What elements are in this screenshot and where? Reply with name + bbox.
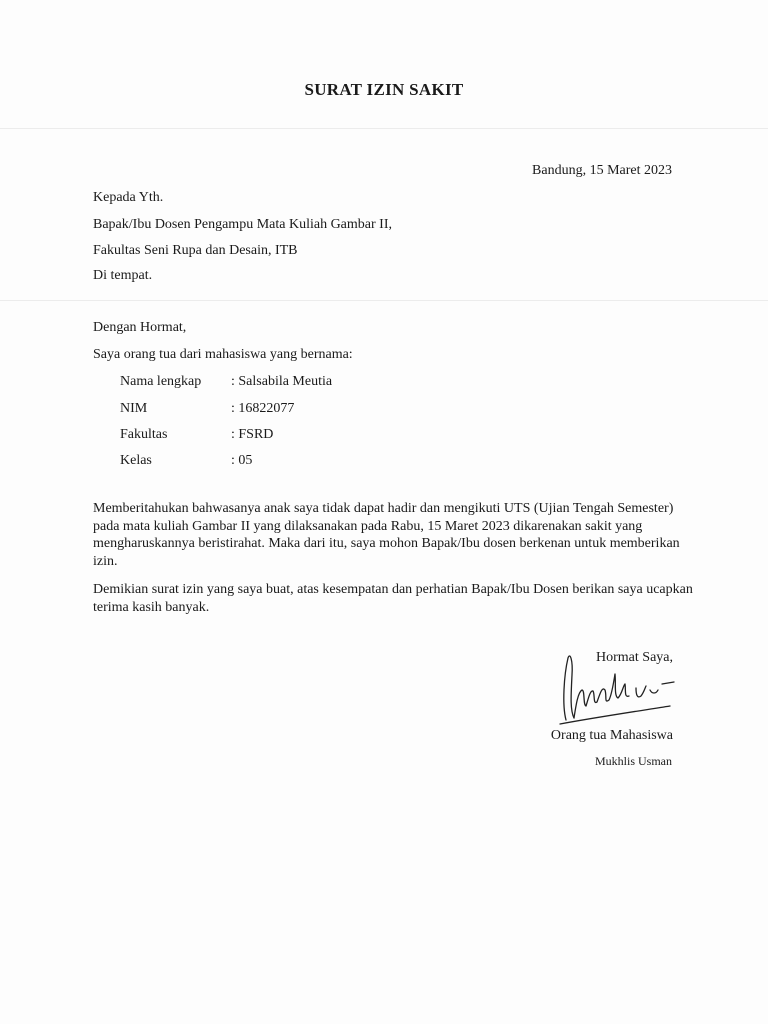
field-value: : 05	[231, 453, 253, 468]
signer-relation: Orang tua Mahasiswa	[550, 728, 673, 743]
intro-text: Saya orang tua dari mahasiswa yang bernama:	[93, 347, 353, 362]
letter-title: SURAT IZIN SAKIT	[304, 80, 464, 99]
student-field-name	[120, 374, 332, 390]
letter-date: Bandung, 15 Maret 2023	[532, 163, 672, 178]
greeting: Dengan Hormat,	[93, 320, 187, 335]
body-paragraph: Demikian surat izin yang saya buat, atas kesempatan dan perhatian Bapak/Ibu Dosen berikan saya ucapkan terima kasih banyak.	[93, 582, 693, 615]
field-label: Kelas	[120, 453, 152, 468]
student-field-class	[120, 453, 252, 469]
body-paragraph: Memberitahukan bahwasanya anak saya tidak dapat hadir dan mengikuti UTS (Ujian Tengah Semester) pada mata kuliah Gambar II yang dilaksanakan pada Rabu, 15 Maret 2023 dikarenakan sakit yang mengharuskannya beristirahat. Maka dari itu, saya mohon Bapak/Ibu dosen berkenan untuk memberikan izin.	[93, 501, 680, 569]
field-label: Nama lengkap	[120, 374, 202, 389]
scan-artifact	[0, 128, 768, 129]
student-field-nim	[120, 401, 294, 417]
handwritten-signature	[552, 650, 682, 735]
recipient-line: Kepada Yth.	[93, 190, 164, 205]
scan-artifact	[0, 300, 768, 301]
recipient-line: Bapak/Ibu Dosen Pengampu Mata Kuliah Gambar II,	[93, 217, 392, 232]
closing-text: Hormat Saya,	[596, 650, 673, 665]
field-label: NIM	[120, 401, 148, 416]
field-value: : Salsabila Meutia	[231, 374, 333, 389]
recipient-line: Fakultas Seni Rupa dan Desain, ITB	[93, 243, 298, 258]
field-value: : 16822077	[231, 401, 295, 416]
field-value: : FSRD	[231, 427, 274, 442]
recipient-line: Di tempat.	[93, 268, 153, 283]
signer-name: Mukhlis Usman	[594, 754, 672, 768]
student-field-faculty	[120, 427, 273, 443]
field-label: Fakultas	[120, 427, 168, 442]
